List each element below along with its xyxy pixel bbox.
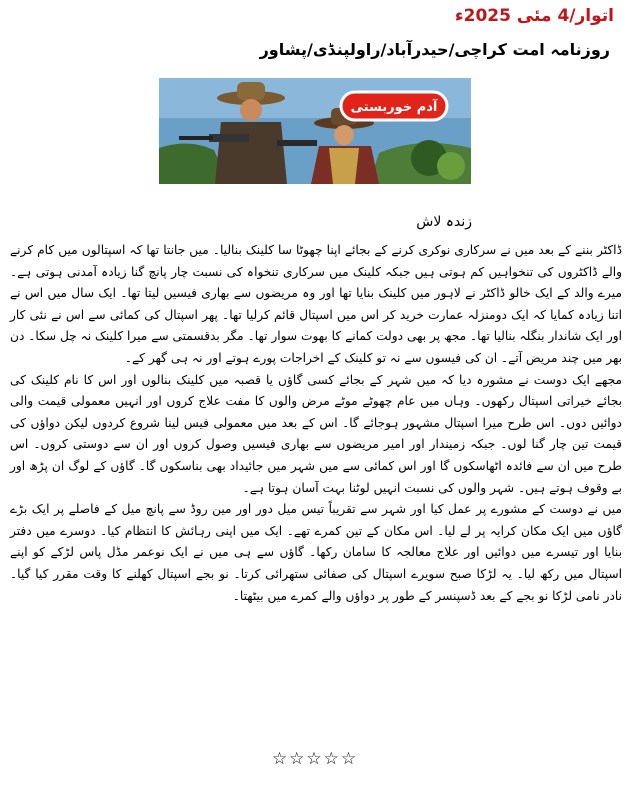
banner-badge: آدم خوربستی: [350, 100, 438, 115]
section-divider-stars: ☆☆☆☆☆: [271, 749, 359, 769]
cowboy-illustration: [159, 78, 471, 184]
article-paragraph: مجھے ایک دوست نے مشورہ دیا کہ میں شہر کے بجائے کسی گاؤں یا قصبہ میں کلینک بنالوں اور اس کا نام کلینک کی بجائے خیراتی اسپتال رکھوں۔ وہاں میں عام چھوٹے موٹے مرض والوں کا مفت علاج کروں اور انہیں معمولی قیمت والی دوائیں دوں۔ اس طرح میرا اسپتال مشہور ہوجائے گا۔ اس کے بعد میں معمولی فیس لینا شروع کردوں لیکن دواؤں کی قیمت تین چار گنا لوں۔ جبکہ زمیندار اور امیر مریضوں سے بھاری فیسیں وصول کروں اور ان سے دوستی کروں۔ اس طرح میں ان سے فائدہ اٹھاسکوں گا اور اس کمائی سے میں شہر میں جائیداد بھی بناسکوں گا۔ گاؤں کے لوگ ان پڑھ اور بے وقوف ہوتے ہیں۔ شہر والوں کی نسبت انہیں لوٹنا بہت آسان ہوتا ہے۔: [10, 372, 622, 495]
date-line: اتوار/4 مئی 2025ء: [454, 6, 614, 26]
story-title: زندہ لاش: [416, 214, 472, 230]
comic-banner: [159, 78, 471, 184]
article-body: [10, 240, 622, 607]
newspaper-source: روزنامہ امت کراچی/حیدرآباد/راولپنڈی/پشاور: [259, 40, 610, 59]
article-paragraph: میں نے دوست کے مشورے پر عمل کیا اور شہر سے تقریباً تیس میل دور اور مین روڈ سے پانچ میل کے فاصلے پر ایک بڑے گاؤں میں ایک مکان کرایہ پر لے لیا۔ اس مکان کے تین کمرے تھے۔ ایک میں اپنی رہائش کا انتظام کیا۔ دوسرے میں دفتر بنایا اور تیسرے میں دوائیں اور علاج معالجہ کا سامان رکھا۔ گاؤں سے ہی میں نے ایک نوعمر مڈل پاس لڑکے کو اپنے اسپتال میں رکھ لیا۔ یہ لڑکا صبح سویرے اسپتال کی صفائی ستھرائی کرتا۔ نو بجے اسپتال کھلنے کا وقت مقرر کیا گیا۔ نادر نامی لڑکا نو بجے کے بعد ڈسپنسر کے طور پر دواؤں والے کمرے میں بیٹھتا۔: [10, 502, 622, 603]
article-paragraph: ڈاکٹر بننے کے بعد میں نے سرکاری نوکری کرنے کے بجائے اپنا چھوٹا سا کلینک بنالیا۔ میں جانتا تھا کہ اسپتالوں میں کام کرنے والے ڈاکٹروں کی تنخواہیں کم ہوتی ہیں جبکہ کلینک میں سرکاری تنخواہ کی نسبت چار پانچ گنا زیادہ آمدنی ہوتی ہے۔ میرے والد کے ایک خالو ڈاکٹر نے لاہور میں کلینک بنایا تھا اور وہ مریضوں سے بھاری فیسیں لیتا تھا۔ ایک سال میں اس نے اتنا زیادہ کمایا کہ ایک دومنزلہ عمارت خرید کر اس میں اسپتال قائم کرلیا تھا۔ پھر اسپتال کی کمائی سے اس نے نئی کار اور ایک شاندار بنگلہ بنالیا تھا۔ مجھ پر بھی دولت کمانے کا بھوت سوار تھا۔ مگر بدقسمتی سے میرا کلینک نہ چل سکا۔ دن بھر میں چند مریض آتے۔ ان کی فیسوں سے نہ تو کلینک کے اخراجات پورے ہوتے اور نہ ہی گھر کے۔: [10, 243, 622, 365]
